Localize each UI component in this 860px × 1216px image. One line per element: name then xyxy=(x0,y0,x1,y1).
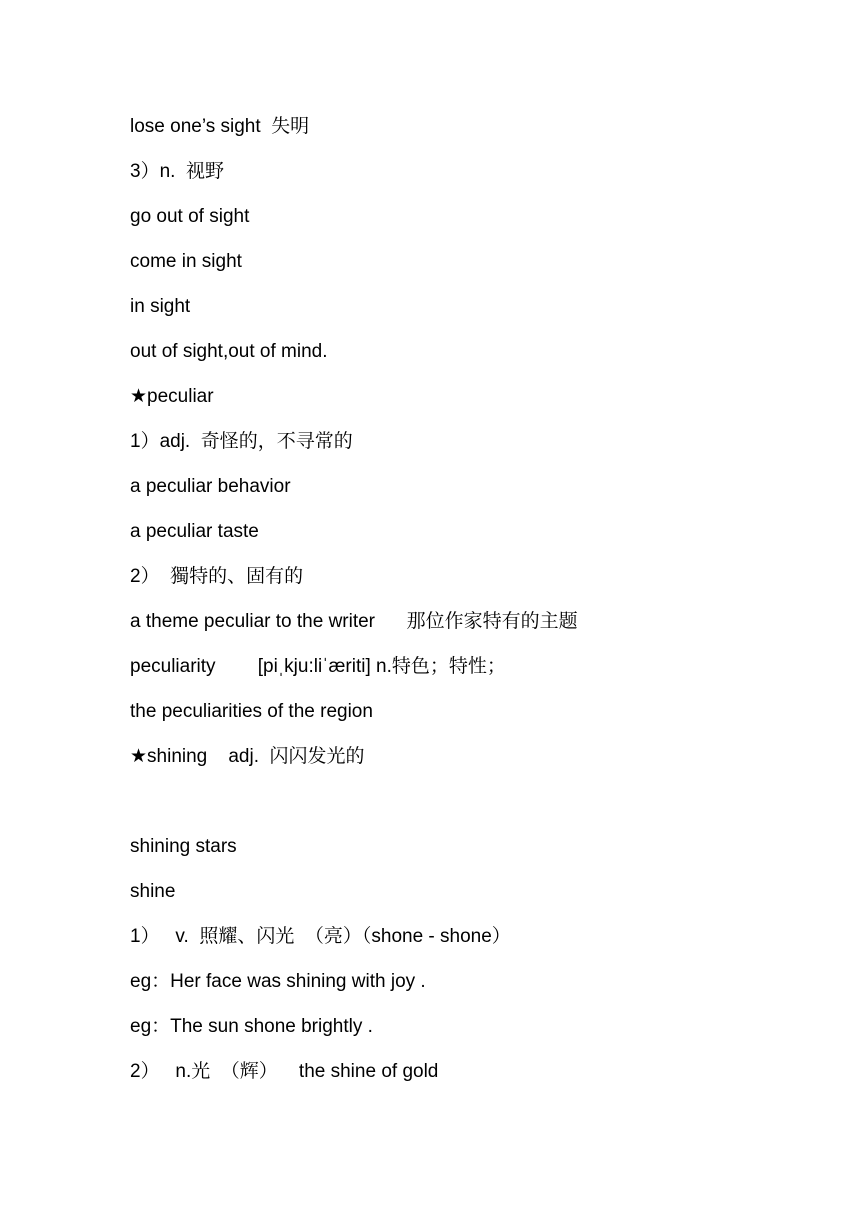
text-line: eg：The sun shone brightly . xyxy=(130,1016,373,1037)
text-line: a peculiar taste xyxy=(130,521,259,542)
text-line: eg：Her face was shining with joy . xyxy=(130,971,426,992)
text-line: a theme peculiar to the writer 那位作家特有的主题 xyxy=(130,611,578,632)
blank-line xyxy=(130,787,830,832)
text-line: lose one’s sight 失明 xyxy=(130,116,310,137)
vocab-heading-shining: ★shining adj. 闪闪发光的 xyxy=(130,746,365,767)
text-line: 3）n. 视野 xyxy=(130,161,224,182)
text-line: 1）adj. 奇怪的，不寻常的 xyxy=(130,431,353,452)
document-body xyxy=(130,112,830,1102)
text-line: 1） v. 照耀、闪光 （亮）（shone - shone） xyxy=(130,926,511,947)
vocab-heading-peculiar: ★peculiar xyxy=(130,386,214,407)
text-line: peculiarity [piˌkju:liˈæriti] n.特色；特性； xyxy=(130,656,506,677)
text-line: in sight xyxy=(130,296,191,317)
text-line: 2） 獨特的、固有的 xyxy=(130,566,304,587)
text-line: shine xyxy=(130,881,176,902)
text-line: the peculiarities of the region xyxy=(130,701,373,722)
text-line: out of sight,out of mind. xyxy=(130,341,328,362)
text-line: shining stars xyxy=(130,836,237,857)
text-line: come in sight xyxy=(130,251,242,272)
text-line: 2） n.光 （辉） the shine of gold xyxy=(130,1061,439,1082)
text-line: a peculiar behavior xyxy=(130,476,291,497)
text-line: go out of sight xyxy=(130,206,250,227)
